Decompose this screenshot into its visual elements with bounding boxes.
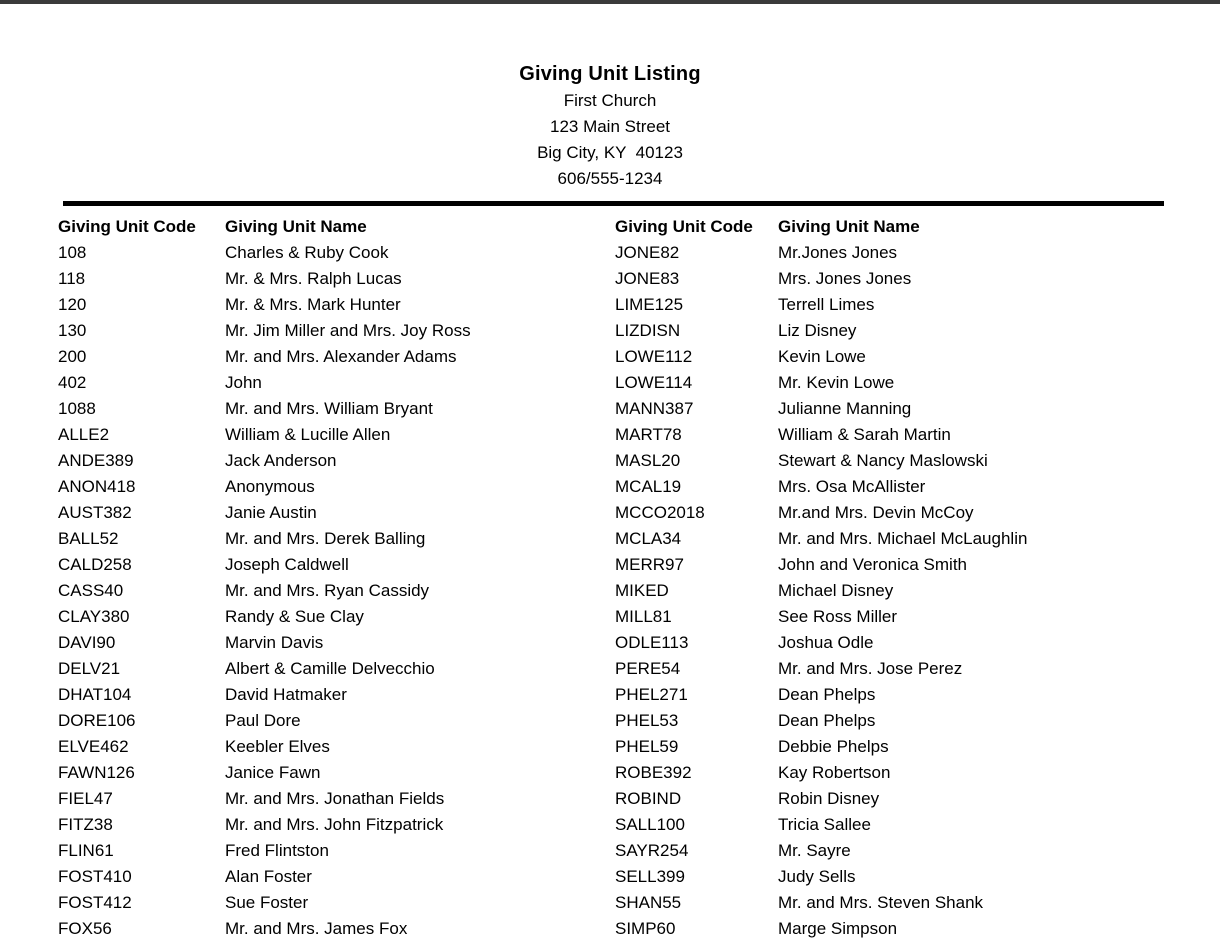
table-row (615, 708, 1220, 734)
table-rows-right (615, 240, 1220, 942)
giving-unit-code: CALD258 (58, 555, 132, 574)
table-row (615, 318, 1220, 344)
giving-unit-code: AUST382 (58, 503, 132, 522)
table-row (58, 812, 615, 838)
giving-unit-code: 200 (58, 347, 87, 366)
giving-unit-name: Mr. and Mrs. Michael McLaughlin (778, 529, 1028, 548)
table-row (58, 240, 615, 266)
giving-unit-name: William & Lucille Allen (225, 425, 391, 444)
giving-unit-code: SIMP60 (615, 919, 676, 938)
giving-unit-name: Debbie Phelps (778, 737, 889, 756)
giving-unit-name: Kevin Lowe (778, 347, 866, 366)
giving-unit-code: LOWE112 (615, 347, 693, 366)
table-row (615, 864, 1220, 890)
giving-unit-name: See Ross Miller (778, 607, 898, 626)
giving-unit-name: Janice Fawn (225, 763, 321, 782)
giving-unit-code: 108 (58, 243, 87, 262)
giving-unit-name: Mr.Jones Jones (778, 243, 898, 262)
giving-unit-name: Keebler Elves (225, 737, 330, 756)
giving-unit-code: FOX56 (58, 919, 112, 938)
giving-unit-name: Mr. Sayre (778, 841, 851, 860)
giving-unit-name: Mr. and Mrs. Jonathan Fields (225, 789, 445, 808)
table-row (615, 500, 1220, 526)
giving-unit-name: Mr. and Mrs. James Fox (225, 919, 408, 938)
giving-unit-name: Mrs. Osa McAllister (778, 477, 926, 496)
table-row (58, 578, 615, 604)
giving-unit-code: SAYR254 (615, 841, 689, 860)
table-row (58, 370, 615, 396)
giving-unit-name: Sue Foster (225, 893, 309, 912)
table-row (58, 500, 615, 526)
giving-unit-code: PHEL59 (615, 737, 679, 756)
table-header-row (615, 214, 1220, 240)
table-row (615, 656, 1220, 682)
giving-unit-code: MILL81 (615, 607, 672, 626)
giving-unit-name: Mr. & Mrs. Ralph Lucas (225, 269, 402, 288)
giving-unit-code: MCCO2018 (615, 503, 705, 522)
table-row (58, 838, 615, 864)
giving-unit-name: Kay Robertson (778, 763, 891, 782)
table-row (58, 526, 615, 552)
giving-unit-name: Janie Austin (225, 503, 317, 522)
giving-unit-code: 120 (58, 295, 87, 314)
column-header-giving-unit-name: Giving Unit Name (778, 217, 920, 236)
table-row (58, 474, 615, 500)
giving-unit-code: ALLE2 (58, 425, 110, 444)
giving-unit-code: LIZDISN (615, 321, 681, 340)
giving-unit-code: FIEL47 (58, 789, 113, 808)
table-row (615, 448, 1220, 474)
listing-column-left (58, 214, 615, 942)
table-rows-left (58, 240, 615, 942)
giving-unit-name: William & Sarah Martin (778, 425, 951, 444)
giving-unit-code: LOWE114 (615, 373, 693, 392)
table-row (58, 266, 615, 292)
giving-unit-code: ODLE113 (615, 633, 689, 652)
giving-unit-name: Anonymous (225, 477, 315, 496)
table-row (615, 370, 1220, 396)
table-row (615, 578, 1220, 604)
giving-unit-name: John and Veronica Smith (778, 555, 968, 574)
giving-unit-name: Terrell Limes (778, 295, 875, 314)
report-title: Giving Unit Listing (519, 63, 701, 85)
giving-unit-name: Mr.and Mrs. Devin McCoy (778, 503, 974, 522)
giving-unit-code: MCAL19 (615, 477, 682, 496)
giving-unit-name: Jack Anderson (225, 451, 337, 470)
giving-unit-code: ROBE392 (615, 763, 692, 782)
giving-unit-name: Judy Sells (778, 867, 856, 886)
table-row (58, 786, 615, 812)
table-row (615, 682, 1220, 708)
giving-unit-name: Mr. and Mrs. Ryan Cassidy (225, 581, 430, 600)
report-header (0, 4, 1220, 192)
giving-unit-name: Mr. and Mrs. Jose Perez (778, 659, 963, 678)
giving-unit-code: MANN387 (615, 399, 694, 418)
giving-unit-code: ROBIND (615, 789, 682, 808)
table-row (615, 786, 1220, 812)
table-row (615, 344, 1220, 370)
table-row (615, 812, 1220, 838)
table-row (58, 292, 615, 318)
giving-unit-code: DHAT104 (58, 685, 132, 704)
table-row (615, 474, 1220, 500)
giving-unit-code: CLAY380 (58, 607, 130, 626)
giving-unit-name: Mr. Jim Miller and Mrs. Joy Ross (225, 321, 471, 340)
giving-unit-code: FOST412 (58, 893, 132, 912)
table-row (58, 890, 615, 916)
table-row (58, 396, 615, 422)
table-row (615, 890, 1220, 916)
giving-unit-name: Mr. and Mrs. John Fitzpatrick (225, 815, 444, 834)
giving-unit-code: DELV21 (58, 659, 121, 678)
giving-unit-code: FITZ38 (58, 815, 113, 834)
listing-columns (0, 206, 1220, 942)
table-row (58, 708, 615, 734)
giving-unit-name: Paul Dore (225, 711, 301, 730)
table-row (615, 734, 1220, 760)
table-row (58, 734, 615, 760)
table-row (615, 760, 1220, 786)
giving-unit-name: Joseph Caldwell (225, 555, 349, 574)
table-row (615, 552, 1220, 578)
giving-unit-name: Tricia Sallee (778, 815, 871, 834)
giving-unit-code: 402 (58, 373, 87, 392)
giving-unit-name: Charles & Ruby Cook (225, 243, 389, 262)
giving-unit-name: Mr. & Mrs. Mark Hunter (225, 295, 401, 314)
column-header-giving-unit-name: Giving Unit Name (225, 217, 367, 236)
giving-unit-name: Mr. and Mrs. Derek Balling (225, 529, 426, 548)
giving-unit-name: Dean Phelps (778, 685, 876, 704)
giving-unit-name: Marvin Davis (225, 633, 324, 652)
giving-unit-name: David Hatmaker (225, 685, 347, 704)
giving-unit-code: FAWN126 (58, 763, 135, 782)
giving-unit-name: Liz Disney (778, 321, 857, 340)
giving-unit-code: ANON418 (58, 477, 136, 496)
column-header-giving-unit-code: Giving Unit Code (58, 217, 196, 236)
giving-unit-code: JONE83 (615, 269, 680, 288)
giving-unit-code: MERR97 (615, 555, 684, 574)
giving-unit-name: Dean Phelps (778, 711, 876, 730)
table-row (58, 682, 615, 708)
giving-unit-code: SELL399 (615, 867, 685, 886)
table-row (615, 526, 1220, 552)
giving-unit-code: MART78 (615, 425, 682, 444)
table-row (615, 292, 1220, 318)
table-row (58, 630, 615, 656)
table-row (615, 604, 1220, 630)
giving-unit-code: MCLA34 (615, 529, 682, 548)
table-row (615, 838, 1220, 864)
giving-unit-name: Michael Disney (778, 581, 894, 600)
table-row (58, 448, 615, 474)
giving-unit-code: LIME125 (615, 295, 684, 314)
giving-unit-code: DORE106 (58, 711, 136, 730)
table-row (58, 552, 615, 578)
address-street: 123 Main Street (549, 117, 670, 136)
giving-unit-code: BALL52 (58, 529, 119, 548)
giving-unit-code: 130 (58, 321, 87, 340)
giving-unit-name: Mr. Kevin Lowe (778, 373, 895, 392)
giving-unit-code: 118 (58, 269, 86, 288)
giving-unit-code: PHEL271 (615, 685, 688, 704)
table-row (58, 864, 615, 890)
table-row (58, 916, 615, 942)
table-row (58, 604, 615, 630)
giving-unit-code: 1088 (58, 399, 96, 418)
giving-unit-code: JONE82 (615, 243, 680, 262)
giving-unit-code: ELVE462 (58, 737, 129, 756)
table-row (615, 630, 1220, 656)
giving-unit-name: Albert & Camille Delvecchio (225, 659, 435, 678)
giving-unit-code: PHEL53 (615, 711, 679, 730)
giving-unit-name: Randy & Sue Clay (225, 607, 364, 626)
table-row (615, 240, 1220, 266)
giving-unit-name: Stewart & Nancy Maslowski (778, 451, 988, 470)
giving-unit-code: SHAN55 (615, 893, 682, 912)
giving-unit-code: FLIN61 (58, 841, 114, 860)
giving-unit-name: Mr. and Mrs. Alexander Adams (225, 347, 457, 366)
address-city-state-zip: Big City, KY 40123 (537, 143, 683, 162)
giving-unit-code: MIKED (615, 581, 669, 600)
giving-unit-name: Marge Simpson (778, 919, 898, 938)
giving-unit-name: Fred Flintston (225, 841, 329, 860)
giving-unit-name: Robin Disney (778, 789, 880, 808)
giving-unit-code: DAVI90 (58, 633, 116, 652)
giving-unit-code: FOST410 (58, 867, 132, 886)
giving-unit-code: SALL100 (615, 815, 685, 834)
table-row (615, 396, 1220, 422)
table-row (58, 760, 615, 786)
table-row (58, 656, 615, 682)
giving-unit-name: Mrs. Jones Jones (778, 269, 912, 288)
giving-unit-name: Mr. and Mrs. Steven Shank (778, 893, 984, 912)
giving-unit-code: MASL20 (615, 451, 681, 470)
table-row (58, 344, 615, 370)
table-row (615, 266, 1220, 292)
giving-unit-code: CASS40 (58, 581, 124, 600)
table-row (58, 422, 615, 448)
giving-unit-name: Julianne Manning (778, 399, 912, 418)
giving-unit-code: PERE54 (615, 659, 681, 678)
giving-unit-name: John (225, 373, 262, 392)
table-row (615, 422, 1220, 448)
giving-unit-listing-report (0, 4, 1220, 942)
church-name: First Church (563, 91, 657, 110)
table-header-row (58, 214, 615, 240)
giving-unit-code: ANDE389 (58, 451, 134, 470)
phone-number: 606/555-1234 (557, 169, 663, 188)
listing-column-right (615, 214, 1220, 942)
giving-unit-name: Mr. and Mrs. William Bryant (225, 399, 433, 418)
table-row (615, 916, 1220, 942)
column-header-giving-unit-code: Giving Unit Code (615, 217, 753, 236)
giving-unit-name: Alan Foster (225, 867, 312, 886)
giving-unit-name: Joshua Odle (778, 633, 874, 652)
table-row (58, 318, 615, 344)
